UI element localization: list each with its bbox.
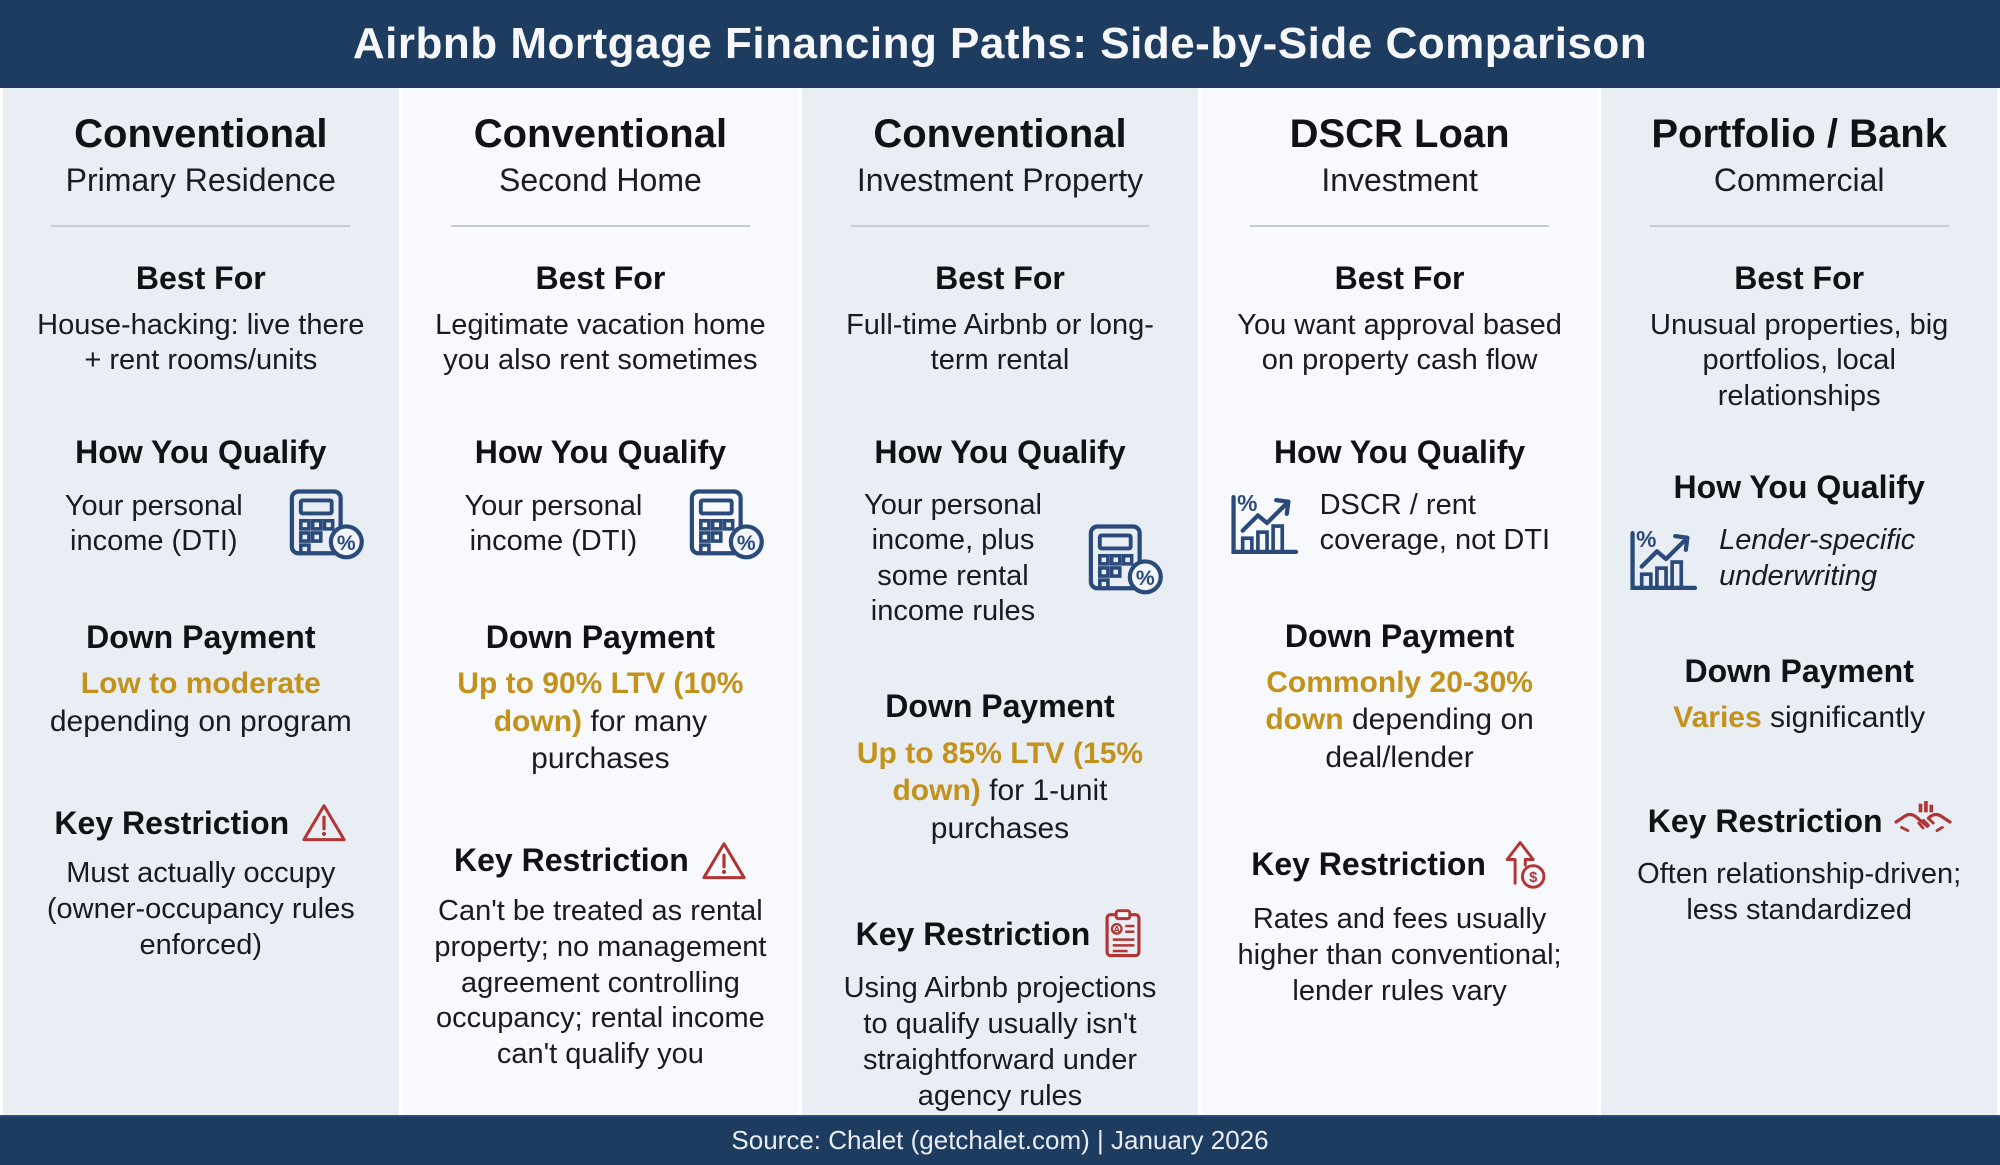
svg-text:%: % <box>736 531 756 555</box>
columns <box>0 88 2000 1115</box>
column-subtitle: Investment Property <box>856 162 1144 198</box>
page-title: Airbnb Mortgage Financing Paths: Side-by-Side Comparison <box>352 19 1648 68</box>
key-restriction-text: Rates and fees usually higher than conventional; lender rules vary <box>1237 903 1562 1008</box>
divider <box>451 225 750 227</box>
divider <box>851 225 1150 227</box>
key-restriction-heading-row <box>23 802 379 844</box>
down-payment-heading: Down Payment <box>1684 653 1914 690</box>
best-for-text: Unusual properties, big portfolios, local relationships <box>1650 308 1949 412</box>
down-payment-rest: depending on deal/lender <box>1325 703 1534 774</box>
title-bar <box>0 0 2000 88</box>
best-for-text: House-hacking: live there + rent rooms/units <box>37 308 365 377</box>
svg-text:%: % <box>1636 525 1657 552</box>
best-for-heading: Best For <box>1334 259 1465 296</box>
footer-bar <box>0 1115 2000 1165</box>
column-title: Conventional <box>74 112 328 156</box>
warning-triangle-icon <box>701 840 747 882</box>
key-restriction-heading-row <box>822 909 1178 959</box>
key-restriction-label: Key Restriction <box>1251 845 1486 882</box>
down-payment-text <box>831 735 1169 848</box>
svg-text:%: % <box>1136 566 1156 590</box>
best-for-heading: Best For <box>535 259 666 296</box>
down-payment-text <box>32 665 370 740</box>
qualify-text: Lender-specific underwriting <box>1719 524 1916 592</box>
down-payment-highlight: Up to 90% LTV (10% down) <box>457 667 744 738</box>
down-payment-highlight: Varies <box>1673 701 1762 735</box>
column-card-4 <box>1202 88 1598 1115</box>
best-for-heading: Best For <box>135 259 266 296</box>
down-payment-rest: for 1-unit purchases <box>930 774 1108 845</box>
column-card-2 <box>403 88 799 1115</box>
qualify-text: Your personal income (DTI) <box>464 489 643 557</box>
how-you-qualify-heading: How You Qualify <box>474 433 727 470</box>
divider <box>51 225 350 227</box>
how-you-qualify-heading: How You Qualify <box>75 433 327 470</box>
qualify-text: DSCR / rent coverage, not DTI <box>1319 488 1551 557</box>
svg-text:A: A <box>1113 924 1121 935</box>
down-payment-heading: Down Payment <box>885 688 1115 725</box>
key-restriction-label: Key Restriction <box>855 915 1091 952</box>
clipboard-report-icon <box>1102 909 1144 959</box>
calculator-percent-icon <box>687 488 765 560</box>
key-restriction-text: Using Airbnb projections to qualify usually isn't straightforward under agency rules <box>843 972 1157 1112</box>
key-restriction-text: Must actually occupy (owner-occupancy rules enforced) <box>46 857 355 962</box>
rates-up-dollar-icon <box>1498 838 1548 890</box>
divider <box>1250 225 1549 227</box>
key-restriction-heading-row <box>1222 838 1578 890</box>
down-payment-highlight: Commonly 20-30% down <box>1265 665 1533 737</box>
calculator-percent-icon <box>287 488 365 560</box>
best-for-heading: Best For <box>935 259 1065 296</box>
key-restriction-heading-row <box>1621 799 1977 845</box>
column-card-5 <box>1601 88 1997 1115</box>
svg-text:%: % <box>1236 490 1257 517</box>
column-title: Portfolio / Bank <box>1651 112 1947 156</box>
down-payment-rest: significantly <box>1770 701 1926 735</box>
qualify-row <box>423 488 779 560</box>
key-restriction-text: Often relationship-driven; less standardized <box>1637 857 1962 926</box>
qualify-text: Your personal income (DTI) <box>64 489 243 557</box>
handshake-icon <box>1895 799 1951 845</box>
best-for-heading: Best For <box>1734 259 1865 296</box>
column-card-1 <box>3 88 399 1115</box>
down-payment-heading: Down Payment <box>485 618 716 655</box>
down-payment-text <box>1231 664 1569 777</box>
key-restriction-heading-row <box>423 840 779 882</box>
best-for-text: You want approval based on property cash flow <box>1237 308 1562 377</box>
key-restriction-text: Can't be treated as rental property; no management agreement controlling occupancy; rental income can't qualify you <box>434 894 767 1071</box>
column-subtitle: Primary Residence <box>65 162 336 198</box>
how-you-qualify-heading: How You Qualify <box>1673 469 1925 506</box>
qualify-row <box>1621 523 1977 594</box>
column-subtitle: Second Home <box>499 162 702 198</box>
down-payment-rest: depending on program <box>49 704 352 738</box>
column-subtitle: Commercial <box>1713 162 1885 198</box>
down-payment-heading: Down Payment <box>86 618 316 655</box>
growth-chart-percent-icon <box>1224 488 1304 558</box>
qualify-row <box>1222 488 1578 559</box>
column-title: DSCR Loan <box>1289 112 1510 156</box>
how-you-qualify-heading: How You Qualify <box>874 433 1126 470</box>
key-restriction-label: Key Restriction <box>1647 803 1883 840</box>
column-card-3 <box>802 88 1198 1115</box>
column-title: Conventional <box>473 112 728 156</box>
down-payment-highlight: Low to moderate <box>80 667 321 701</box>
qualify-row <box>822 488 1178 630</box>
warning-triangle-icon <box>301 802 347 844</box>
best-for-text: Legitimate vacation home you also rent sometimes <box>435 308 766 377</box>
how-you-qualify-heading: How You Qualify <box>1273 433 1526 470</box>
svg-text:$: $ <box>1529 870 1538 887</box>
svg-text:%: % <box>337 531 356 555</box>
down-payment-text <box>431 665 769 778</box>
key-restriction-label: Key Restriction <box>54 804 290 841</box>
column-title: Conventional <box>873 112 1127 156</box>
down-payment-text <box>1630 699 1968 737</box>
column-subtitle: Investment <box>1321 162 1478 198</box>
growth-chart-percent-icon <box>1623 524 1703 594</box>
down-payment-highlight: Up to 85% LTV (15% down) <box>856 736 1144 808</box>
divider <box>1650 225 1949 227</box>
down-payment-rest: for many purchases <box>531 704 708 776</box>
down-payment-heading: Down Payment <box>1284 617 1515 654</box>
best-for-text: Full-time Airbnb or long-term rental <box>846 308 1154 377</box>
source-attribution: Source: Chalet (getchalet.com) | January 2026 <box>731 1125 1269 1156</box>
calculator-percent-icon <box>1086 523 1164 595</box>
qualify-row <box>23 488 379 560</box>
key-restriction-label: Key Restriction <box>454 842 689 879</box>
qualify-text: Your personal income, plus some rental income rules <box>864 488 1042 628</box>
